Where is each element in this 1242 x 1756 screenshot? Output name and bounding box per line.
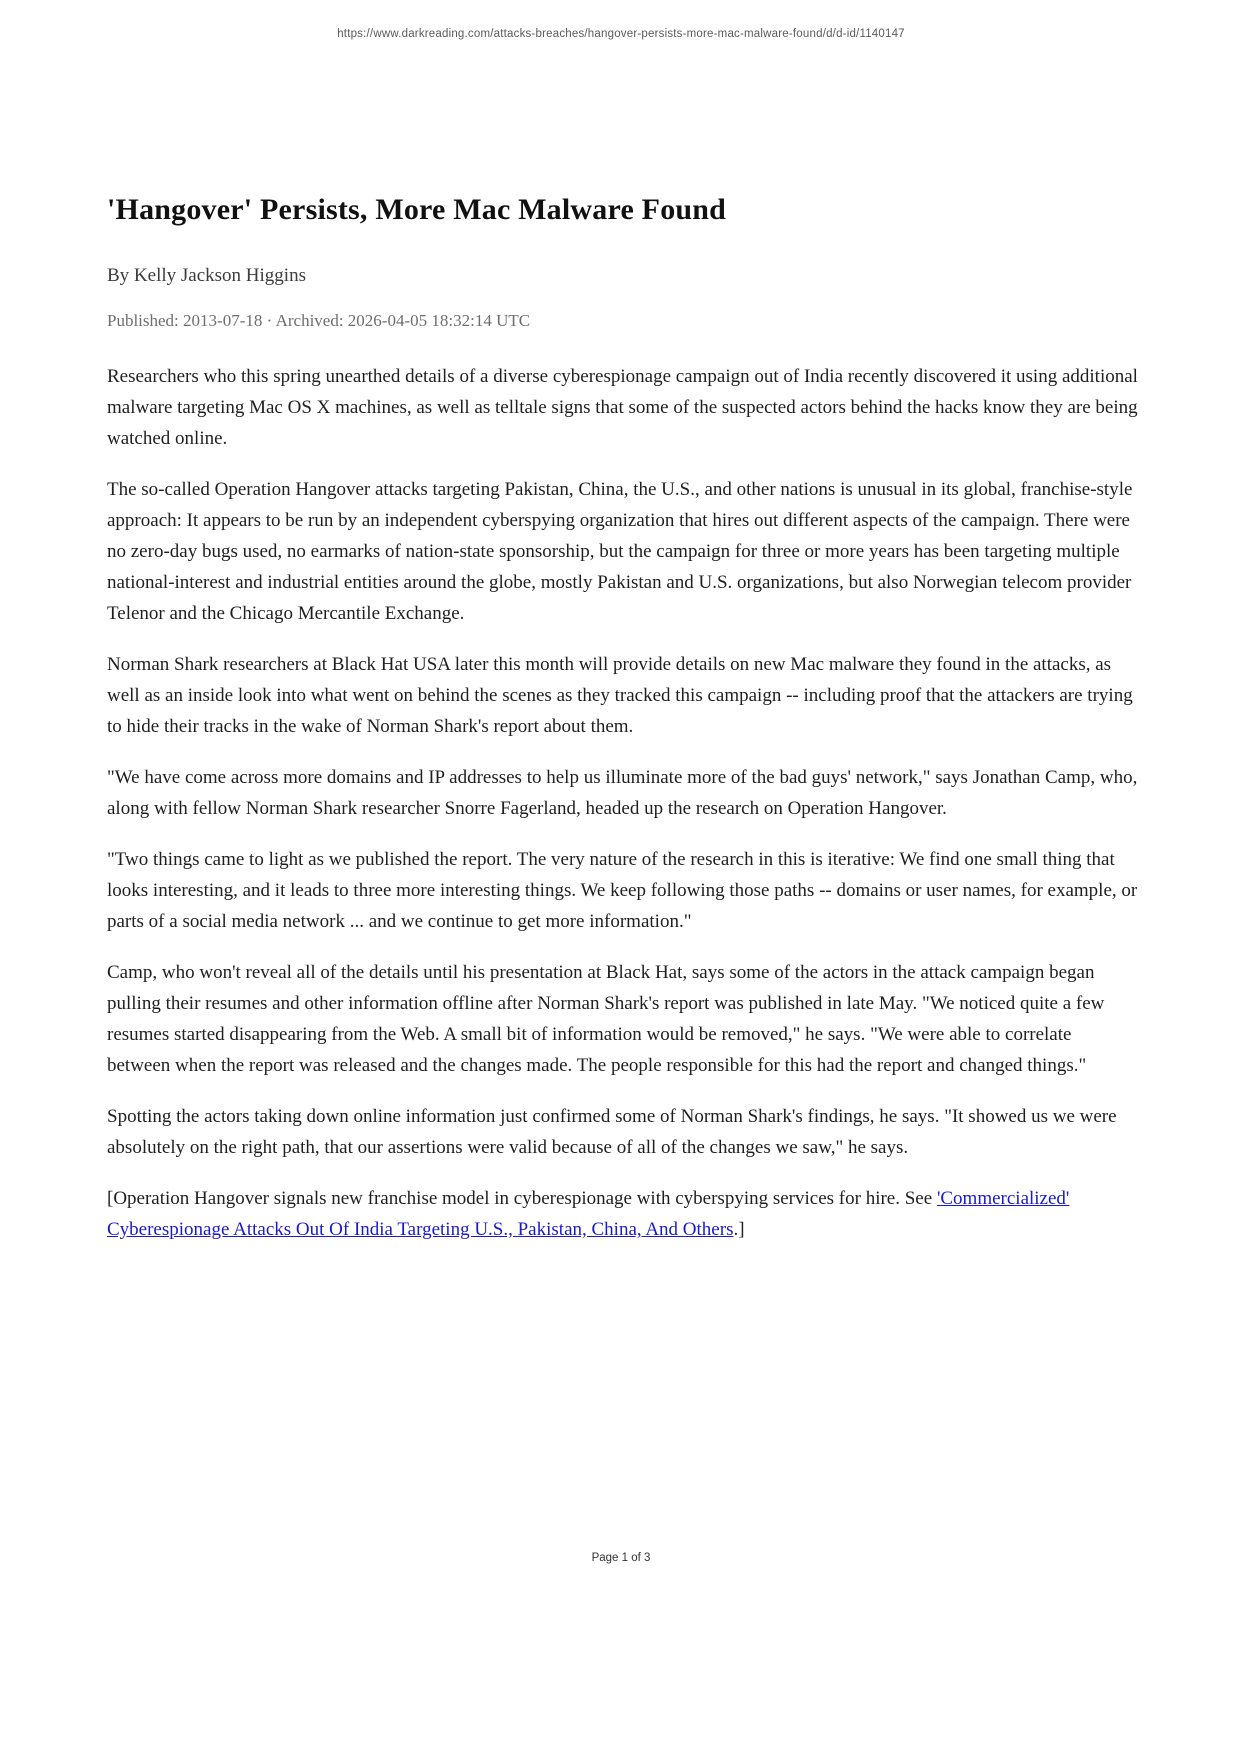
document-url: https://www.darkreading.com/attacks-breaches/hangover-persists-more-mac-malware-found/d/d-id/1140147: [337, 28, 905, 40]
commercialized-cyberespionage-article-link[interactable]: 'Commercialized' Cyberespionage Attacks Out Of India Targeting U.S., Pakistan, China, And Others: [107, 1188, 1070, 1240]
article-content: [107, 193, 1139, 1265]
article-closing-paragraph: [107, 1183, 1139, 1245]
article-paragraph-2: The so-called Operation Hangover attacks targeting Pakistan, China, the U.S., and other nations is unusual in its global, franchise-style approach: It appears to be run by an independent cyberspying organization that hires out different aspects of the campaign. There were no zero-day bugs used, no earmarks of nation-state sponsorship, but the campaign for three or more years has been targeting multiple national-interest and industrial entities around the globe, mostly Pakistan and U.S. organizations, but also Norwegian telecom provider Telenor and the Chicago Mercantile Exchange.: [107, 479, 1133, 624]
closing-text-before: [Operation Hangover signals new franchise model in cyberespionage with cyberspying services for hire. See: [107, 1188, 937, 1209]
article-byline: By Kelly Jackson Higgins: [107, 265, 306, 286]
article-paragraph-7: Spotting the actors taking down online information just confirmed some of Norman Shark's findings, he says. "It showed us we were absolutely on the right path, that our assertions were valid because of all of the changes we saw," he says.: [107, 1106, 1117, 1158]
article-title: 'Hangover' Persists, More Mac Malware Found: [107, 193, 727, 226]
article-paragraph-3: Norman Shark researchers at Black Hat USA later this month will provide details on new Mac malware they found in the attacks, as well as an inside look into what went on behind the scenes as they tracked this campaign -- including proof that the attackers are trying to hide their tracks in the wake of Norman Shark's report about them.: [107, 654, 1133, 737]
article-paragraph-6: Camp, who won't reveal all of the details until his presentation at Black Hat, says some of the actors in the attack campaign began pulling their resumes and other information offline after Norman Shark's report was published in late May. "We noticed quite a few resumes started disappearing from the Web. A small bit of information would be removed," he says. "We were able to correlate between when the report was released and the changes made. The people responsible for this had the report and changed things.": [107, 962, 1105, 1076]
article-paragraph-4: "We have come across more domains and IP addresses to help us illuminate more of the bad guys' network," says Jonathan Camp, who, along with fellow Norman Shark researcher Snorre Fagerland, headed up the research on Operation Hangover.: [107, 767, 1138, 819]
article-paragraph-1: Researchers who this spring unearthed details of a diverse cyberespionage campaign out of India recently discovered it using additional malware targeting Mac OS X machines, as well as telltale signs that some of the suspected actors behind the hacks know they are being watched online.: [107, 366, 1138, 449]
article-paragraph-5: "Two things came to light as we published the report. The very nature of the research in this is iterative: We find one small thing that looks interesting, and it leads to three more interesting things. We keep following those paths -- domains or user names, for example, or parts of a social media network ... and we continue to get more information.": [107, 849, 1138, 932]
closing-text-after: .]: [733, 1219, 745, 1240]
page-number-label: Page 1 of 3: [591, 1552, 651, 1564]
article-publish-meta: Published: 2013-07-18 · Archived: 2026-04-05 18:32:14 UTC: [107, 311, 531, 330]
